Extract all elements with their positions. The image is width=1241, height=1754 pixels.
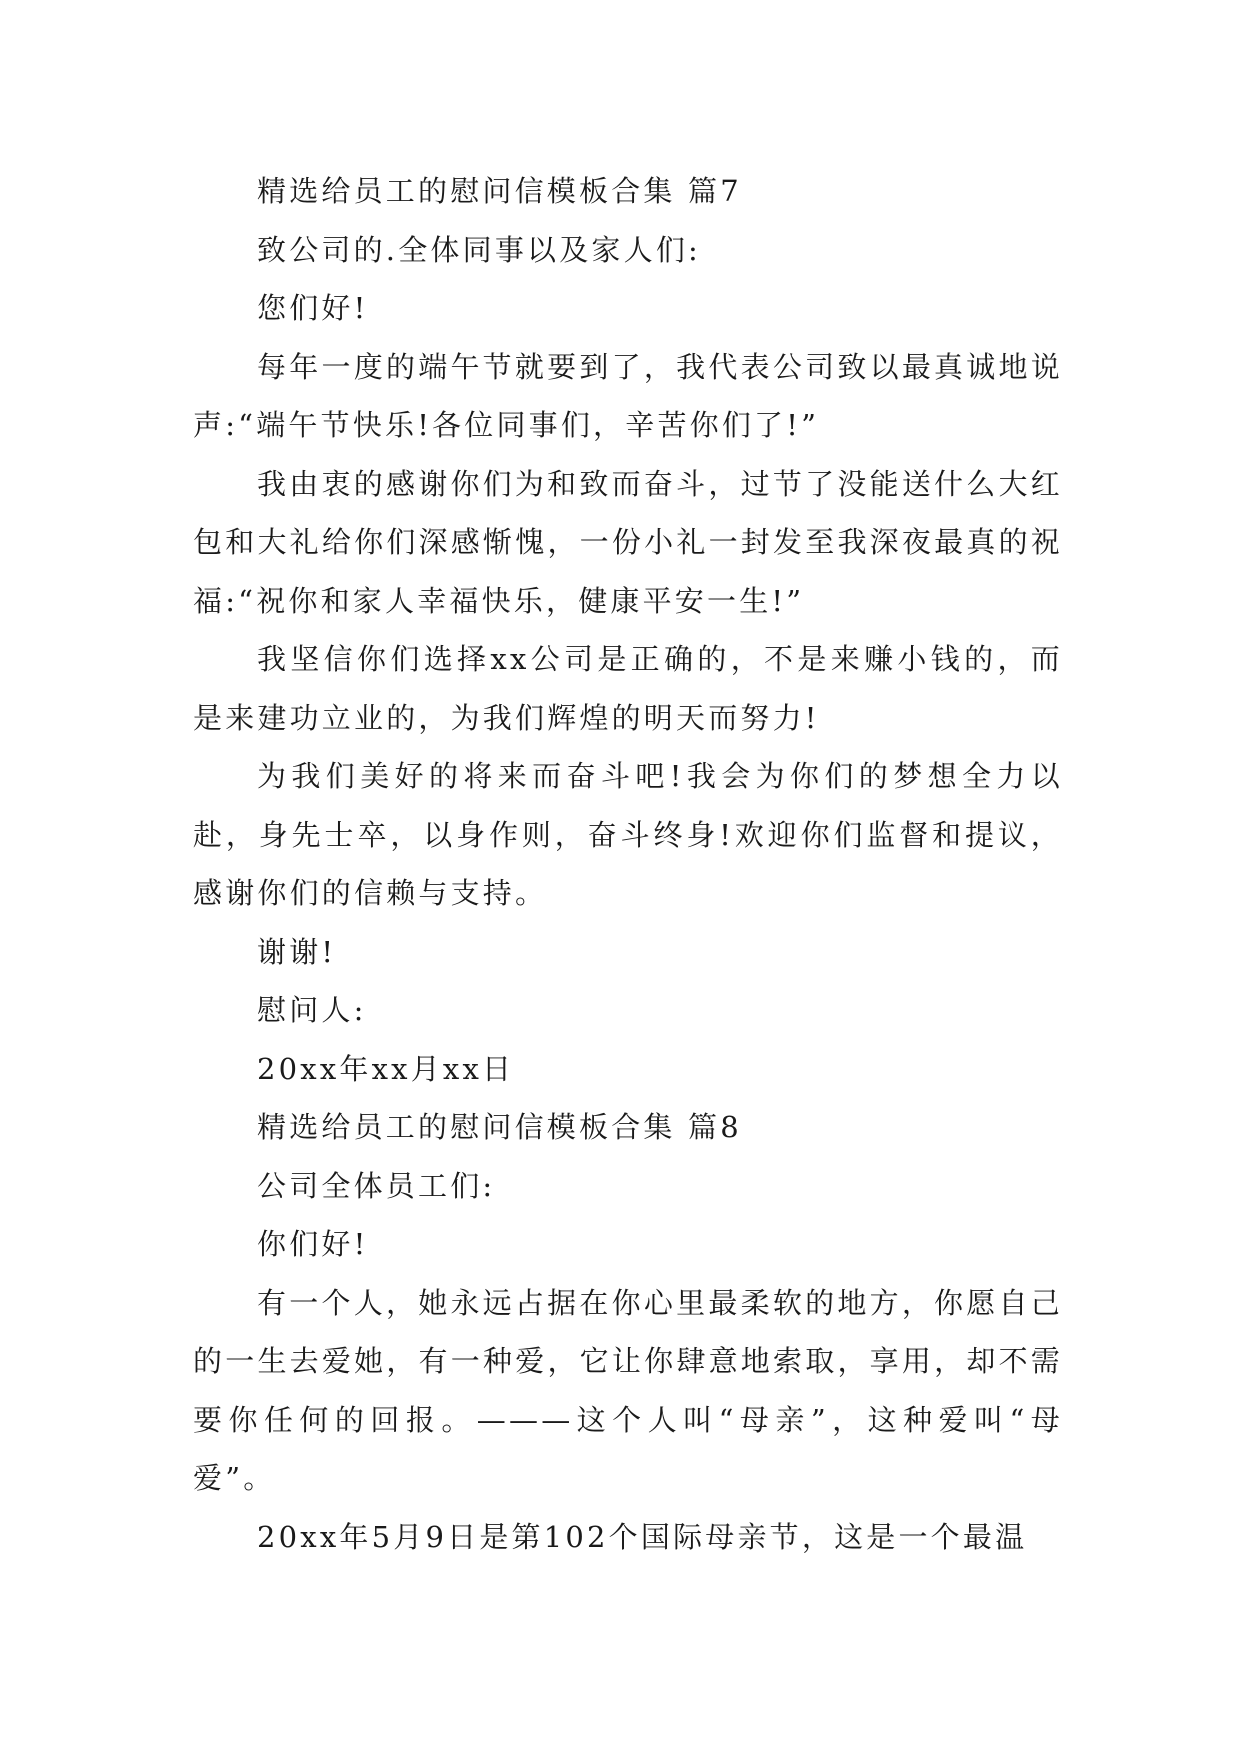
body-paragraph: 有一个人，她永远占据在你心里最柔软的地方，你愿自己的一生去爱她，有一种爱，它让你肆意地索取，享用，却不需要你任何的回报。———这个人叫“母亲”，这种爱叫“母爱”。 <box>193 1285 1063 1495</box>
body-paragraph: 每年一度的端午节就要到了，我代表公司致以最真诚地说声:“端午节快乐!各位同事们，辛苦你们了!” <box>193 349 1063 442</box>
body-paragraph: 我由衷的感谢你们为和致而奋斗，过节了没能送什么大红包和大礼给你们深感惭愧，一份小礼一封发至我深夜最真的祝福:“祝你和家人幸福快乐，健康平安一生!” <box>193 466 1063 618</box>
greeting: 你们好! <box>257 1227 369 1261</box>
body-paragraph: 我坚信你们选择xx公司是正确的，不是来赚小钱的，而是来建功立业的，为我们辉煌的明天而努力! <box>193 642 1063 735</box>
body-paragraph: 20xx年5月9日是第102个国际母亲节，这是一个最温 <box>257 1519 1028 1554</box>
salutation: 致公司的.全体同事以及家人们: <box>257 232 701 267</box>
date-line: 20xx年xx月xx日 <box>257 1051 515 1086</box>
document-body <box>193 162 1063 1566</box>
section-heading-7: 精选给员工的慰问信模板合集 篇7 <box>257 174 742 208</box>
body-paragraph: 为我们美好的将来而奋斗吧!我会为你们的梦想全力以赴，身先士卒，以身作则，奋斗终身!欢迎你们监督和提议，感谢你们的信赖与支持。 <box>193 759 1063 910</box>
section-heading-8: 精选给员工的慰问信模板合集 篇8 <box>257 1110 742 1144</box>
greeting: 您们好! <box>257 291 369 325</box>
closing-thanks: 谢谢! <box>257 934 337 969</box>
signatory: 慰问人: <box>257 993 367 1027</box>
salutation: 公司全体员工们: <box>257 1168 496 1203</box>
